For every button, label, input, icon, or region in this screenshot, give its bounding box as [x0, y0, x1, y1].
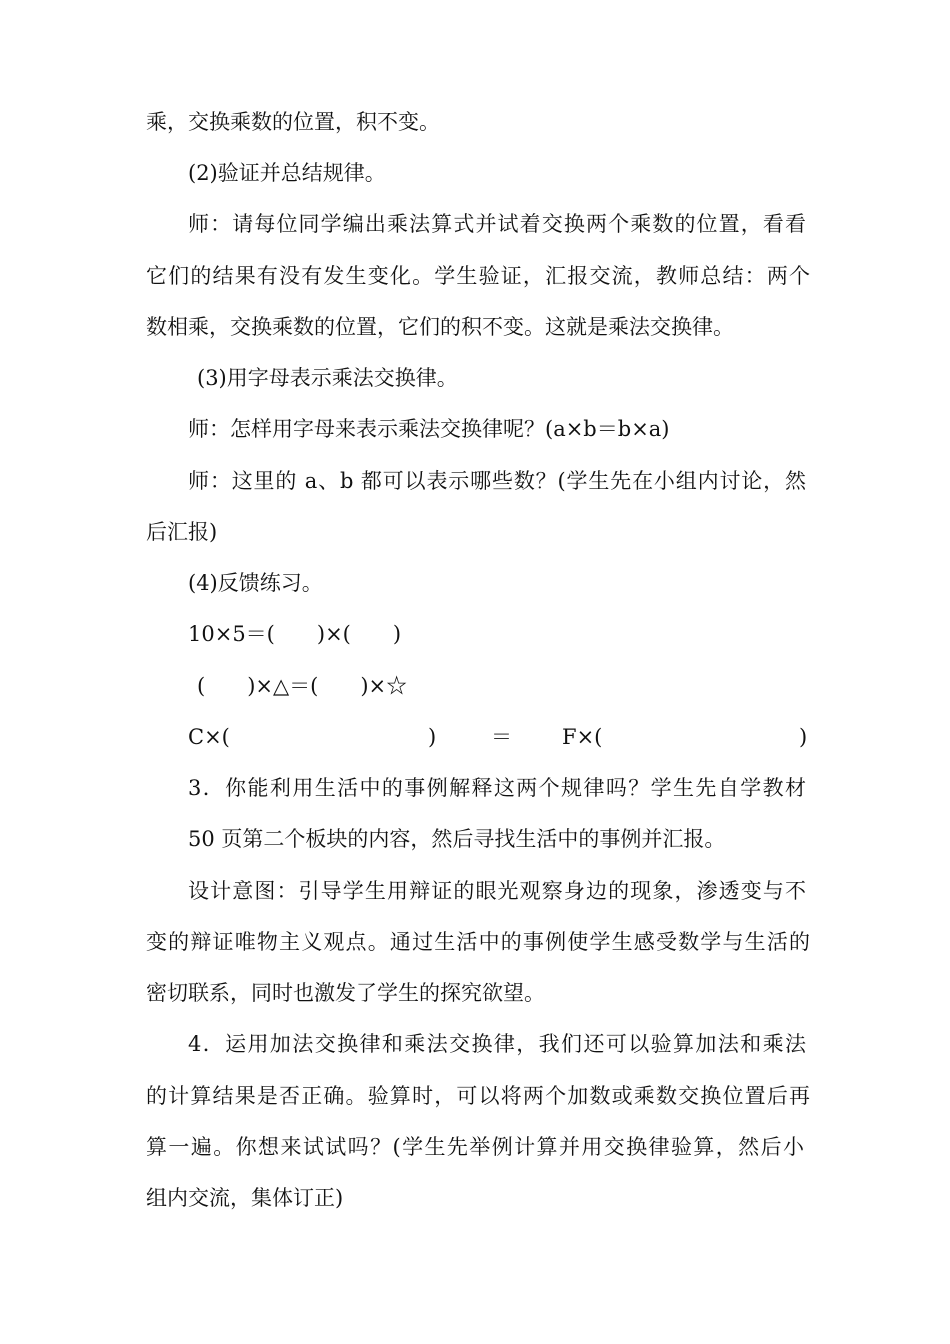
exercise-line: 10×5＝( )×( )	[188, 622, 402, 646]
paragraph-line: 4．运用加法交换律和乘法交换律，我们还可以验算加法和乘法	[188, 1032, 806, 1056]
exercise-row	[188, 723, 808, 751]
paragraph-line: 数相乘，交换乘数的位置，它们的积不变。这就是乘法交换律。	[146, 315, 734, 339]
paragraph-line: 密切联系，同时也激发了学生的探究欲望。	[146, 981, 545, 1005]
paragraph-line: 师：请每位同学编出乘法算式并试着交换两个乘数的位置，看看	[188, 212, 806, 236]
exercise-left-open: C×(	[188, 725, 230, 749]
exercise-equals: ＝	[491, 725, 512, 749]
section-heading: (3)用字母表示乘法交换律。	[197, 366, 458, 390]
paragraph-line: 算一遍。你想来试试吗？(学生先举例计算并用交换律验算，然后小	[146, 1135, 804, 1159]
exercise-left-close: )	[428, 725, 437, 749]
paragraph-line: 它们的结果有没有发生变化。学生验证，汇报交流，教师总结：两个	[146, 264, 810, 288]
paragraph-line: 师：这里的 a、b 都可以表示哪些数？(学生先在小组内讨论，然	[188, 469, 806, 493]
paragraph-line: 组内交流，集体订正)	[146, 1186, 344, 1210]
paragraph-line: 设计意图：引导学生用辩证的眼光观察身边的现象，渗透变与不	[188, 879, 806, 903]
exercise-right-open: F×(	[562, 725, 603, 749]
paragraph-line: 变的辩证唯物主义观点。通过生活中的事例使学生感受数学与生活的	[146, 930, 810, 954]
paragraph-line: 的计算结果是否正确。验算时，可以将两个加数或乘数交换位置后再	[146, 1084, 810, 1108]
paragraph-line: 3．你能利用生活中的事例解释这两个规律吗？学生先自学教材	[188, 776, 806, 800]
section-heading: (4)反馈练习。	[188, 571, 323, 595]
section-heading: (2)验证并总结规律。	[188, 161, 386, 185]
paragraph-line: 50 页第二个板块的内容，然后寻找生活中的事例并汇报。	[188, 827, 726, 851]
paragraph-line: 后汇报)	[146, 520, 218, 544]
paragraph-line: 师：怎样用字母来表示乘法交换律呢？(a×b＝b×a)	[188, 417, 670, 441]
exercise-line: ( )×△＝( )×☆	[197, 674, 408, 698]
exercise-right-close: )	[799, 725, 808, 749]
paragraph-line: 乘，交换乘数的位置，积不变。	[146, 110, 440, 134]
